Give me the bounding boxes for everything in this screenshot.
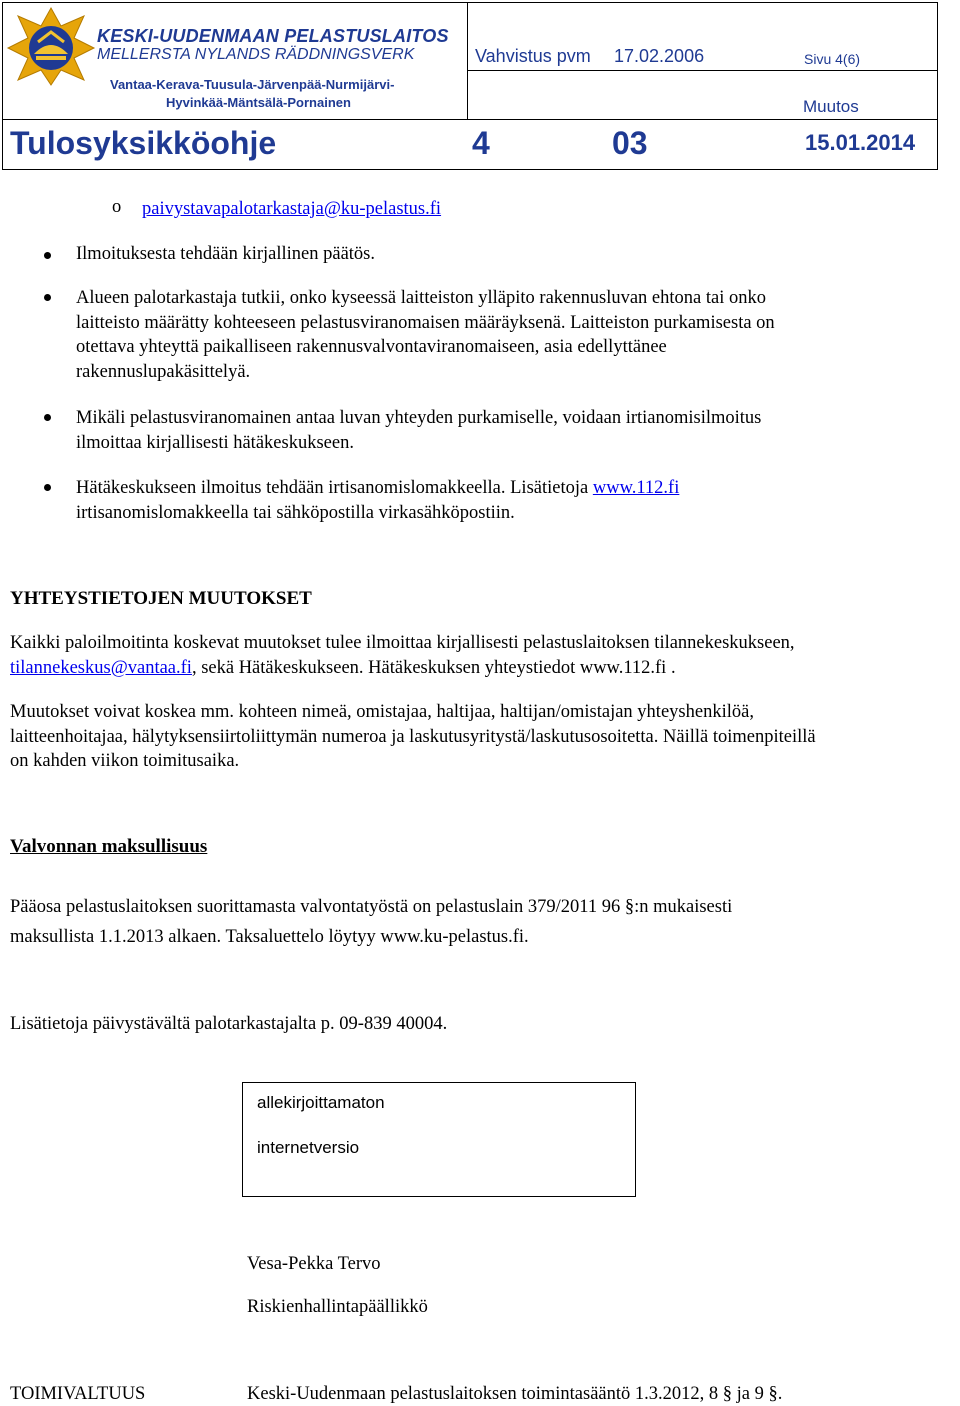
situation-center-email-link[interactable]: tilannekeskus@vantaa.fi xyxy=(10,657,192,678)
sub-bullet-marker: o xyxy=(112,197,122,217)
bullet-line: rakennuslupakäsittelyä. xyxy=(76,361,251,382)
paragraph-line: maksullista 1.1.2013 alkaen. Taksaluettelo löytyy www.ku-pelastus.fi. xyxy=(10,927,529,947)
bullet-text xyxy=(76,476,679,525)
paragraph-line: on kahden viikon toimitusaika. xyxy=(10,751,240,771)
section-heading-contact-changes: YHTEYSTIETOJEN MUUTOKSET xyxy=(10,588,312,609)
bullet-line: otettava yhteyttä paikalliseen rakennusvalvontaviranomaiseen, asia edellyttänee xyxy=(76,337,667,357)
municipalities-line1: Vantaa-Kerava-Tuusula-Järvenpää-Nurmijärvi- xyxy=(110,77,395,92)
unsigned-label: allekirjoittamaton xyxy=(257,1093,385,1112)
confirmation-date: 17.02.2006 xyxy=(614,46,705,66)
header-divider xyxy=(467,3,468,119)
bullet-text xyxy=(76,286,775,384)
paragraph-line: laitteenhoitajaa, hälytyksensiirtoliittymän numeroa ja laskutusyritystä/laskutusosoitetta. Näillä toimenpiteillä xyxy=(10,726,816,747)
footer-text: Keski-Uudenmaan pelastuslaitoksen toimintasääntö 1.3.2012, 8 § ja 9 §. xyxy=(247,1384,783,1404)
document-title: Tulosyksikköohje xyxy=(10,125,277,161)
bullet-icon xyxy=(44,484,51,491)
header-divider xyxy=(467,70,938,71)
change-date: 15.01.2014 xyxy=(805,130,916,155)
header-divider xyxy=(3,119,938,120)
bullet-line: Hätäkeskukseen ilmoitus tehdään irtisanomislomakkeella. Lisätietoja xyxy=(76,478,593,498)
signer-name: Vesa-Pekka Tervo xyxy=(247,1254,381,1274)
bullet-line: Mikäli pelastusviranomainen antaa luvan yhteyden purkamiselle, voidaan irtianomisilmoitus xyxy=(76,408,762,428)
municipalities-line2: Hyvinkää-Mäntsälä-Pornainen xyxy=(166,95,351,110)
bullet-text: Ilmoituksesta tehdään kirjallinen päätös. xyxy=(76,244,375,264)
supervision-fees-paragraph xyxy=(10,892,732,952)
bullet-icon xyxy=(44,294,51,301)
confirmation-date-label: Vahvistus pvm xyxy=(475,46,591,66)
contact-info-line: Lisätietoja päivystävältä palotarkastajalta p. 09-839 40004. xyxy=(10,1014,448,1034)
bullet-line: irtisanomislomakkeella tai sähköpostilla virkasähköpostiin. xyxy=(76,502,515,523)
internet-version-label: internetversio xyxy=(257,1138,360,1157)
signer-title: Riskienhallintapäällikkö xyxy=(247,1297,428,1317)
org-name: KESKI-UUDENMAAN PELASTUSLAITOS xyxy=(97,26,449,46)
bullet-icon xyxy=(44,252,51,259)
email-item xyxy=(142,197,441,222)
section-heading-supervision-fees: Valvonnan maksullisuus xyxy=(10,836,208,857)
page-number: Sivu 4(6) xyxy=(804,51,861,67)
fire-department-logo-icon xyxy=(6,6,96,86)
document-number-1: 4 xyxy=(472,125,490,161)
paragraph-line: Kaikki paloilmoitinta koskevat muutokset tulee ilmoittaa kirjallisesti pelastuslaitoksen tilannekeskukseen, xyxy=(10,633,795,653)
change-label: Muutos xyxy=(803,97,859,116)
bullet-text xyxy=(76,406,761,455)
duty-inspector-email-link[interactable]: paivystavapalotarkastaja@ku-pelastus.fi xyxy=(142,199,442,219)
footer-label: TOIMIVALTUUS xyxy=(10,1384,146,1404)
document-number-2: 03 xyxy=(612,125,648,161)
112-website-link[interactable]: www.112.fi xyxy=(592,478,680,498)
bullet-icon xyxy=(44,414,51,421)
paragraph-line: , sekä Hätäkeskukseen. Hätäkeskuksen yhteystiedot www.112.fi . xyxy=(191,657,676,678)
contact-changes-paragraph-1 xyxy=(10,631,795,680)
bullet-line: Alueen palotarkastaja tutkii, onko kyseessä laitteiston ylläpito rakennusluvan ehtona tai onko xyxy=(76,288,766,308)
contact-changes-paragraph-2 xyxy=(10,700,816,774)
paragraph-line: Pääosa pelastuslaitoksen suorittamasta valvontatyöstä on pelastuslain 379/2011 96 §:n mukaisesti xyxy=(10,897,733,917)
bullet-line: ilmoittaa kirjallisesti hätäkeskukseen. xyxy=(76,432,354,453)
org-name-swedish: MELLERSTA NYLANDS RÄDDNINGSVERK xyxy=(97,46,415,63)
paragraph-line: Muutokset voivat koskea mm. kohteen nimeä, omistajaa, haltijaa, haltijan/omistajan yhteyshenkilöä, xyxy=(10,702,754,722)
bullet-line: laitteisto määrätty kohteeseen pelastusviranomaisen määräyksenä. Laitteiston purkamisesta on xyxy=(76,312,775,333)
